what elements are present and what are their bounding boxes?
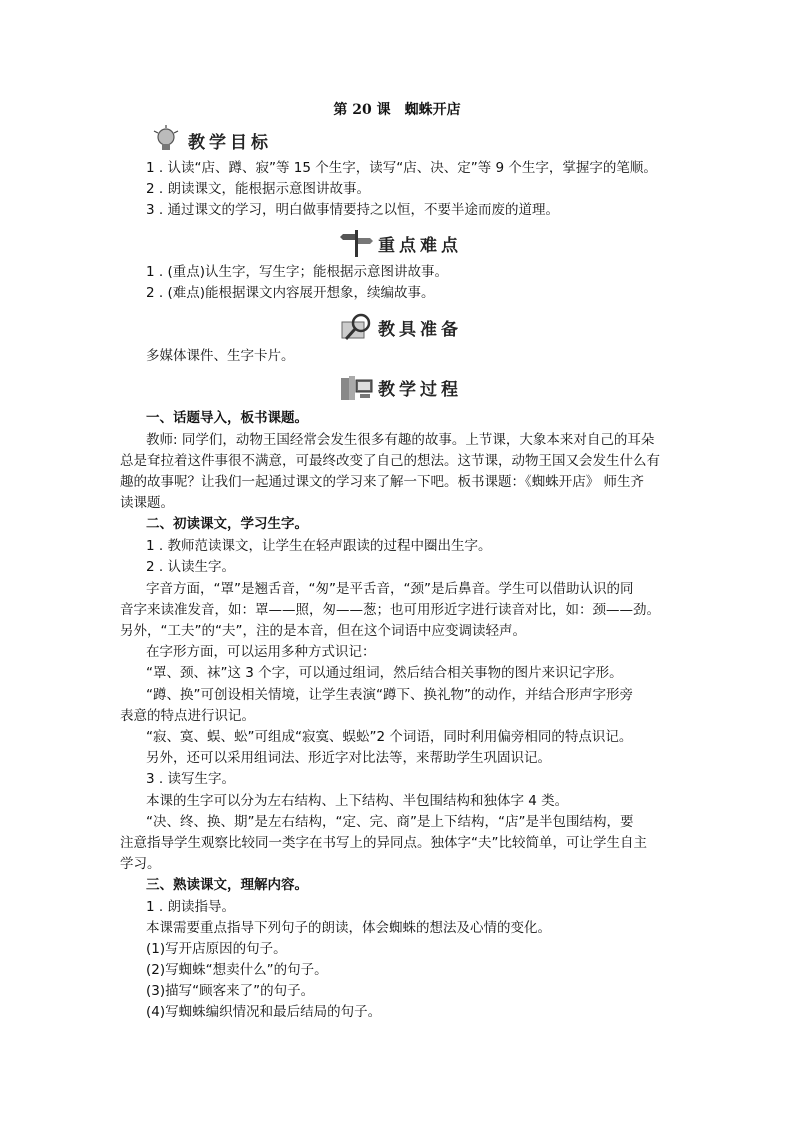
section-label-process: 教学过程 <box>378 379 462 400</box>
process-paragraph-line: 音字来读准发音，如：罩——照，匆——葱；也可用形近字进行读音对比，如：颈——劲。 <box>120 602 660 618</box>
process-paragraph-line: 趣的故事呢？让我们一起通过课文的学习来了解一下吧。板书课题：《蜘蛛开店》 师生齐 <box>120 474 645 490</box>
process-item: 1 . 教师范读课文，让学生在轻声跟读的过程中圈出生字。 <box>146 538 492 554</box>
process-paragraph-line: 本课的生字可以分为左右结构、上下结构、半包围结构和独体字 4 类。 <box>146 793 569 809</box>
magnifier-icon <box>340 312 374 342</box>
process-subitem: (1)写开店原因的句子。 <box>146 941 287 957</box>
section-label-materials: 教具准备 <box>378 319 462 340</box>
section-header-process <box>340 372 462 402</box>
process-paragraph-line: “决、终、换、期”是左右结构，“定、完、商”是上下结构，“店”是半包围结构，要 <box>146 814 634 830</box>
process-heading-3: 三、熟读课文，理解内容。 <box>146 877 308 893</box>
process-paragraph-line: “寂、寞、蜈、蚣”可组成“寂寞、蜈蚣”2 个词语，同时利用偏旁相同的特点识记。 <box>146 729 633 745</box>
process-heading-1: 一、话题导入，板书课题。 <box>146 410 308 426</box>
process-item: 2 . 认读生字。 <box>146 559 235 575</box>
process-paragraph-line: 表意的特点进行识记。 <box>120 708 255 724</box>
process-paragraph-line: 字音方面，“罩”是翘舌音，“匆”是平舌音，“颈”是后鼻音。学生可以借助认识的同 <box>146 581 634 597</box>
key-point-1: 1 . (重点)认生字，写生字；能根据示意图讲故事。 <box>146 264 448 280</box>
section-header-materials <box>340 312 462 342</box>
materials-text: 多媒体课件、生字卡片。 <box>146 348 295 364</box>
process-heading-2: 二、初读课文，学习生字。 <box>146 516 308 532</box>
process-item: 3 . 读写生字。 <box>146 771 235 787</box>
process-subitem: (2)写蜘蛛“想卖什么”的句子。 <box>146 962 328 978</box>
process-paragraph-line: 在字形方面，可以运用多种方式识记： <box>146 644 376 660</box>
computer-books-icon <box>340 372 374 402</box>
process-paragraph-line: 读课题。 <box>120 495 174 511</box>
process-paragraph-line: “蹲、换”可创设相关情境，让学生表演“蹲下、换礼物”的动作，并结合形声字形旁 <box>146 687 633 703</box>
process-paragraph-line: 另外，还可以采用组词法、形近字对比法等，来帮助学生巩固识记。 <box>146 750 551 766</box>
section-header-goals <box>150 125 272 155</box>
process-paragraph-line: 注意指导学生观察比较同一类字在书写上的异同点。独体字“夫”比较简单，可让学生自主 <box>120 835 647 851</box>
lightbulb-icon <box>150 125 184 155</box>
goal-item-2: 2 . 朗读课文，能根据示意图讲故事。 <box>146 181 370 197</box>
process-paragraph-line: 本课需要重点指导下列句子的朗读，体会蜘蛛的想法及心情的变化。 <box>146 920 551 936</box>
page-title: 第 20 课 蜘蛛开店 <box>333 102 461 118</box>
section-header-key-points <box>340 228 462 258</box>
goal-item-3: 3 . 通过课文的学习，明白做事情要持之以恒，不要半途而废的道理。 <box>146 202 559 218</box>
process-subitem: (3)描写“顾客来了”的句子。 <box>146 983 315 999</box>
process-paragraph-line: 另外，“工夫”的“夫”，注的是本音，但在这个词语中应变调读轻声。 <box>120 623 526 639</box>
section-label-goals: 教学目标 <box>188 132 272 153</box>
process-paragraph-line: 教师: 同学们，动物王国经常会发生很多有趣的故事。上节课，大象本来对自己的耳朵 <box>146 432 655 448</box>
goal-item-1: 1 . 认读“店、蹲、寂”等 15 个生字，读写“店、决、定”等 9 个生字，掌握字的笔顺。 <box>146 160 657 176</box>
process-paragraph-line: 总是耷拉着这件事很不满意，可最终改变了自己的想法。这节课，动物王国又会发生什么有 <box>120 453 660 469</box>
section-label-key-points: 重点难点 <box>378 235 462 256</box>
process-item: 1 . 朗读指导。 <box>146 899 235 915</box>
process-subitem: (4)写蜘蛛编织情况和最后结局的句子。 <box>146 1004 382 1020</box>
process-paragraph-line: 学习。 <box>120 856 161 872</box>
key-point-2: 2 . (难点)能根据课文内容展开想象，续编故事。 <box>146 285 435 301</box>
signpost-icon <box>340 228 374 258</box>
process-paragraph-line: “罩、颈、袜”这 3 个字，可以通过组词，然后结合相关事物的图片来识记字形。 <box>146 665 623 681</box>
